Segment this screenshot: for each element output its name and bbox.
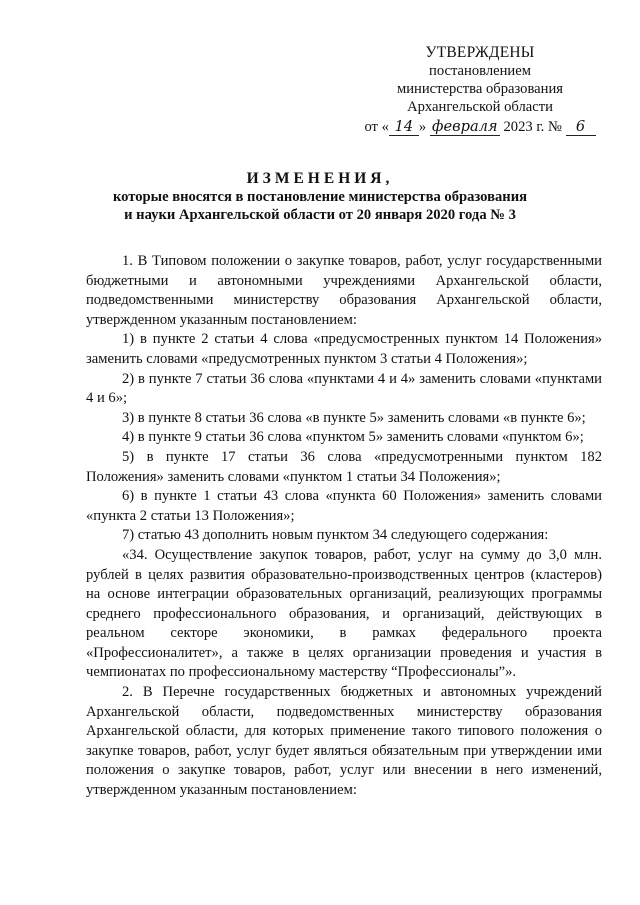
paragraph: 3) в пункте 8 статьи 36 слова «в пункте 5» заменить словами «в пункте 6»; xyxy=(122,409,586,426)
handwritten-day: 14 xyxy=(389,119,419,136)
approval-line-1: постановлением xyxy=(429,63,531,79)
paragraph: «34. Осуществление закупок товаров, работ, услуг на сумму до 3,0 млн. рублей в целях развития образовательно-производственных центров (кластеров) на основе интеграции образовательных организаций, реализующих программы среднего профессионального образования, и организаций, действующих в реальном секторе экономики, в рамках федерального проекта «Профессионалитет», а также в целях организации проведения и участия в чемпионатах по профессиональному мастерству “Профессионалы”». xyxy=(86,546,602,681)
heading-title: ИЗМЕНЕНИЯ, xyxy=(246,170,394,187)
paragraph: 6) в пункте 1 статьи 43 слова «пункта 60 Положения» заменить словами «пункта 2 статьи 13 Положения»; xyxy=(86,488,602,524)
date-mid: » xyxy=(418,119,427,135)
document-heading xyxy=(60,170,580,224)
heading-subtitle-2: и науки Архангельской области от 20 января 2020 года № 3 xyxy=(124,207,516,223)
paragraph: 2) в пункте 7 статьи 36 слова «пунктами 4 и 4» заменить словами «пунктами 4 и 6»; xyxy=(86,370,602,407)
paragraph: 2. В Перечне государственных бюджетных и автономных учреждений Архангельской области, подведомственных министерству образования Архангельской области, для которых применение такого типового положения о закупке товаров, работ, услуг будет являться обязательным при утверждении ими положения о закупке товаров, работ, услуг или внесении в него изменений, утвержденном указанным постановлением: xyxy=(86,684,602,799)
paragraph: 7) статью 43 дополнить новым пунктом 34 следующего содержания: xyxy=(122,527,549,544)
document-body xyxy=(86,252,602,801)
approval-block xyxy=(330,44,630,136)
paragraph: 4) в пункте 9 статьи 36 слова «пунктом 5» заменить словами «пунктом 6»; xyxy=(122,429,584,446)
approval-line-2: министерства образования xyxy=(397,81,563,97)
paragraph: 5) в пункте 17 статьи 36 слова «предусмотренными пунктом 182 Положения» заменить словами «пунктом 1 статьи 34 Положения»; xyxy=(86,448,602,485)
approval-title: УТВЕРЖДЕНЫ xyxy=(425,44,535,61)
approval-line-3: Архангельской области xyxy=(407,99,553,115)
handwritten-number: 6 xyxy=(566,119,596,136)
date-year: 2023 г. № xyxy=(503,119,562,135)
date-prefix: от « xyxy=(364,119,389,135)
approval-date-line xyxy=(330,118,630,136)
heading-subtitle-1: которые вносятся в постановление министерства образования xyxy=(112,189,528,205)
handwritten-month: февраля xyxy=(430,119,500,136)
paragraph: 1) в пункте 2 статьи 4 слова «предусмостренных пунктом 14 Положения» заменить словами «предусмотренных пунктом 3 статьи 4 Положения»; xyxy=(86,331,602,367)
paragraph: 1. В Типовом положении о закупке товаров, работ, услуг государственными бюджетными и автономными учреждениями Архангельской области, подведомственными министерству образования Архангельской области, утвержденном указанным постановлением: xyxy=(86,253,602,328)
